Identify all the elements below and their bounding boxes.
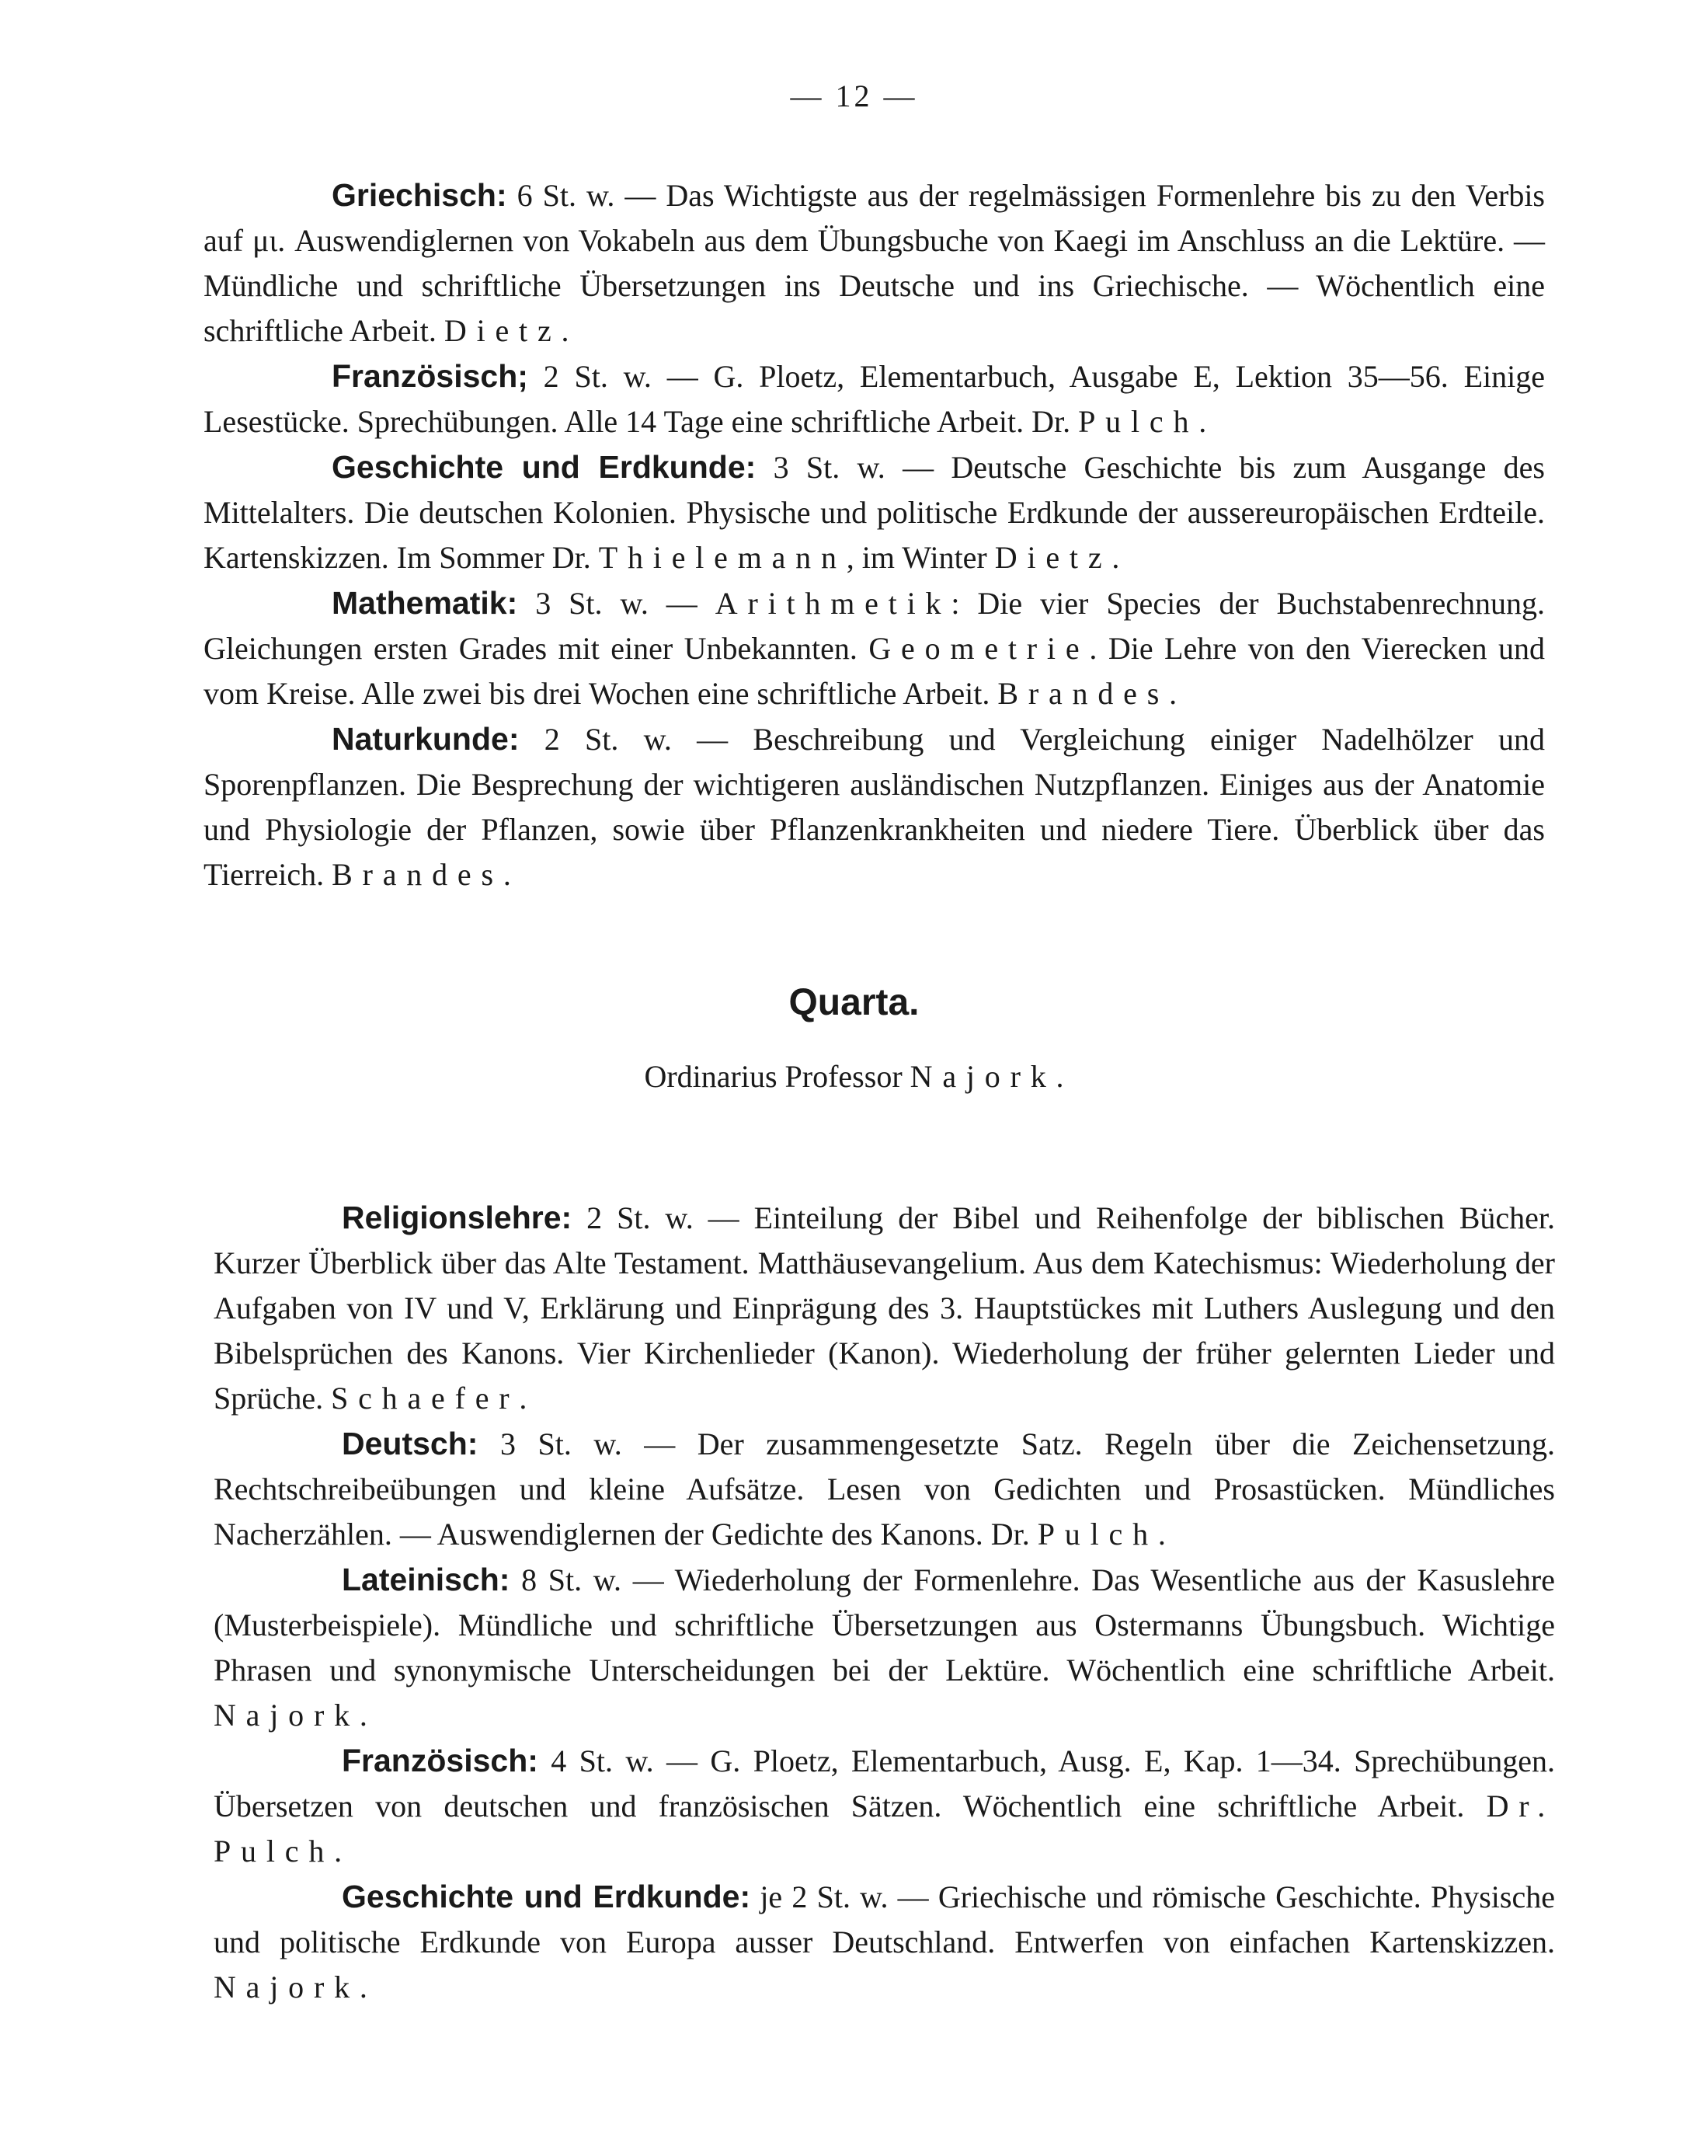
paragraph-geschichte-und-erdkunde — [214, 1874, 1555, 2010]
paragraph-text: . — [359, 1970, 367, 2004]
paragraph-text: 6 St. w. — Das Wichtigste aus der regelmässigen Formenlehre bis zu den Verbis auf μι. Auswendiglernen von Vokabeln aus dem Übungsbuche von Kaegi im Anschluss an die Lektüre. — Mündliche und schriftliche Übersetzungen ins Deutsche und ins Griechische. — Wöchentlich eine schriftliche Arbeit. — [203, 178, 1545, 348]
paragraph-text: 3 St. w. — Deutsche Geschichte bis zum Ausgange des Mittelalters. Die deutschen Kolonien. Physische und politische Erdkunde der aussereuropäischen Erdteile. Kartenskizzen. Im Sommer Dr. — [203, 450, 1545, 575]
paragraph-franzoesisch — [214, 1738, 1555, 1874]
subject-separator: : — [739, 1879, 751, 1914]
paragraph-text: , im Winter — [846, 540, 995, 575]
paragraph-lateinisch — [214, 1557, 1555, 1738]
ordinarius-line — [0, 1058, 1708, 1095]
paragraph-geschichte-und-erdkunde — [203, 444, 1545, 580]
teacher-name: Thielemann — [598, 540, 847, 575]
teacher-name: Najork — [214, 1970, 360, 2004]
subject-separator: ; — [517, 358, 528, 394]
subject-separator: : — [496, 177, 507, 213]
paragraph-text: 2 St. w. — Einteilung der Bibel und Reihenfolge der biblischen Bücher. Kurzer Überblick über das Alte Testament. Matthäusevangelium. Aus dem Katechismus: Wiederholung der Aufgaben von IV und V, Erklärung und Einprägung des 3. Hauptstückes mit Luthers Auslegung und den Bibelsprüchen des Kanons. Vier Kirchenlieder (Kanon). Wiederholung der früher gelernten Lieder und Sprüche. — [214, 1200, 1555, 1416]
paragraph-text: . — [519, 1381, 527, 1416]
section-tertia-body — [203, 172, 1545, 897]
paragraph-text: . — [334, 1834, 343, 1869]
section-quarta-body — [214, 1195, 1555, 2010]
paragraph-griechisch — [203, 172, 1545, 354]
teacher-name: Schaefer — [331, 1381, 520, 1416]
subject-separator: : — [527, 1743, 538, 1778]
paragraph-text: 3 St. w. — Der zusammengesetzte Satz. Regeln über die Zeichensetzung. Rechtschreibeübungen und kleine Aufsätze. Lesen von Gedichten und Prosastücken. Mündliches Nacherzählen. — Auswendiglernen der Gedichte des Kanons. Dr. — [214, 1426, 1555, 1552]
subject-heading: Lateinisch — [342, 1562, 499, 1597]
subject-heading: Griechisch — [332, 177, 496, 213]
subject-heading: Geschichte und Erdkunde — [342, 1879, 740, 1914]
paragraph-text: . — [1157, 1517, 1166, 1552]
paragraph-text: je 2 St. w. — Griechische und römische Geschichte. Physische und politische Erdkunde von Europa ausser Deutschland. Entwerfen von einfachen Kartenskizzen. — [214, 1879, 1555, 1959]
paragraph-text: 3 St. w. — — [517, 586, 715, 621]
paragraph-text: . — [503, 857, 511, 892]
paragraph-text: 2 St. w. — Beschreibung und Vergleichung einiger Nadelhölzer und Sporenpflanzen. Die Besprechung der wichtigeren ausländischen Nutzpflanzen. Einiges aus der Anatomie und Physiologie der Pflanzen, sowie über Pflanzenkrankheiten und niedere Tiere. Überblick über das Tierreich. — [203, 722, 1545, 892]
teacher-name: Brandes — [332, 857, 503, 892]
ordinarius-prefix: Ordinarius Professor — [644, 1059, 910, 1094]
paragraph-text: . Die Lehre von den Vierecken und vom Kreise. Alle zwei bis drei Wochen eine schriftliche Arbeit. — [203, 631, 1545, 711]
teacher-name: Pulch — [1037, 1517, 1158, 1552]
section-heading-quarta: Quarta. — [788, 982, 920, 1023]
subject-separator: : — [499, 1562, 510, 1597]
teacher-name: Brandes — [997, 676, 1170, 711]
subject-heading: Geschichte und Erdkunde — [332, 449, 746, 485]
teacher-name: Dietz — [994, 540, 1112, 575]
paragraph-text: . — [359, 1698, 367, 1733]
paragraph-religionslehre — [214, 1195, 1555, 1421]
paragraph-text: . — [1111, 540, 1120, 575]
paragraph-text: : Die vier Species der Buchstabenrechnung. Gleichungen ersten Grades mit einer Unbekannten. — [203, 586, 1545, 666]
teacher-name: Dietz — [444, 313, 562, 348]
ordinarius-name: Najork — [910, 1059, 1056, 1094]
subject-separator: : — [506, 585, 518, 621]
subject-separator: : — [745, 449, 757, 485]
teacher-name: Arithmetik — [715, 586, 951, 621]
paragraph-text: 4 St. w. — G. Ploetz, Elementarbuch, Ausg. E, Kap. 1—34. Sprechübungen. Übersetzen von deutschen und französischen Sätzen. Wöchentlich eine schriftliche Arbeit. — [214, 1743, 1555, 1823]
teacher-name: Najork — [214, 1698, 360, 1733]
ordinarius-suffix: . — [1056, 1059, 1064, 1094]
subject-separator: : — [508, 721, 520, 757]
paragraph-franzoesisch — [203, 354, 1545, 444]
subject-heading: Naturkunde — [332, 721, 509, 757]
teacher-name: Dr. Pulch — [214, 1789, 1555, 1869]
paragraph-text: . — [1198, 404, 1207, 439]
paragraph-mathematik — [203, 580, 1545, 716]
page-number: — 12 — — [790, 78, 918, 113]
subject-heading: Französisch — [332, 358, 518, 394]
subject-heading: Französisch — [342, 1743, 528, 1778]
subject-heading: Religionslehre — [342, 1200, 562, 1235]
subject-heading: Deutsch — [342, 1426, 468, 1461]
subject-heading: Mathematik — [332, 585, 507, 621]
teacher-name: Pulch — [1078, 404, 1199, 439]
paragraph-naturkunde — [203, 716, 1545, 897]
paragraph-text: 2 St. w. — G. Ploetz, Elementarbuch, Ausgabe E, Lektion 35—56. Einige Lesestücke. Sprechübungen. Alle 14 Tage eine schriftliche Arbeit. Dr. — [203, 359, 1545, 439]
paragraph-text: . — [1169, 676, 1178, 711]
teacher-name: Geometrie — [868, 631, 1090, 666]
paragraph-text: 8 St. w. — Wiederholung der Formenlehre. Das Wesentliche aus der Kasuslehre (Musterbeispiele). Mündliche und schriftliche Übersetzungen aus Ostermanns Übungsbuch. Wichtige Phrasen und synonymische Unterscheidungen bei der Lektüre. Wöchentlich eine schriftliche Arbeit. — [214, 1562, 1555, 1688]
paragraph-text: . — [561, 313, 569, 348]
paragraph-deutsch — [214, 1421, 1555, 1557]
subject-separator: : — [561, 1200, 572, 1235]
subject-separator: : — [467, 1426, 478, 1461]
